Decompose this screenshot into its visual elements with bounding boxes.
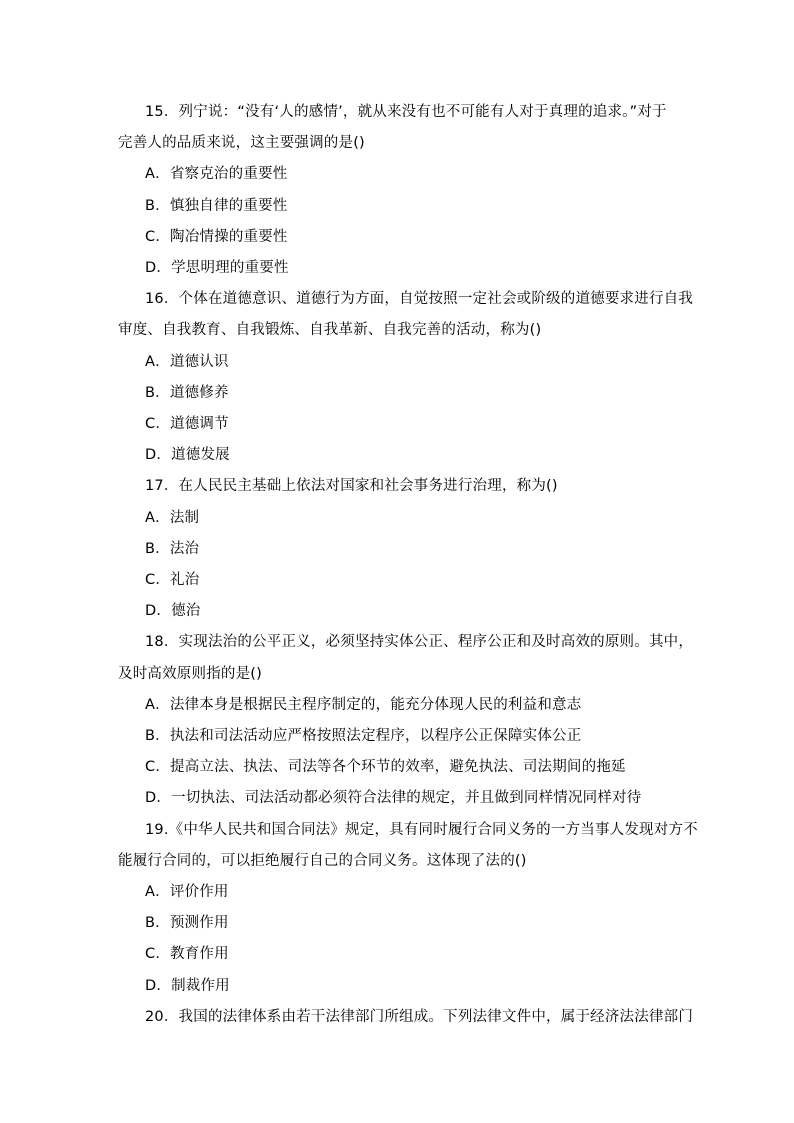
- answer-option: C．道德调节: [145, 416, 229, 432]
- answer-option: B．慎独自律的重要性: [145, 198, 288, 214]
- question-stem-continuation: 能履行合同的，可以拒绝履行自己的合同义务。这体现了法的(): [118, 853, 527, 869]
- answer-option: D．一切执法、司法活动都必须符合法律的规定，并且做到同样情况同样对待: [145, 790, 642, 806]
- answer-option: D．德治: [145, 603, 201, 619]
- question-stem: 18．实现法治的公平正义，必须坚持实体公正、程序公正和及时高效的原则。其中，: [145, 634, 694, 650]
- question-stem-continuation: 完善人的品质来说，这主要强调的是(): [118, 135, 365, 151]
- answer-option: B．执法和司法活动应严格按照法定程序，以程序公正保障实体公正: [145, 728, 582, 744]
- question-stem-continuation: 审度、自我教育、自我锻炼、自我革新、自我完善的活动，称为(): [118, 322, 542, 338]
- answer-option: C．礼治: [145, 572, 200, 588]
- answer-option: D．道德发展: [145, 447, 230, 463]
- answer-option: B．预测作用: [145, 915, 229, 931]
- answer-option: B．道德修养: [145, 385, 229, 401]
- answer-option: A．评价作用: [145, 884, 229, 900]
- answer-option: A．法律本身是根据民主程序制定的，能充分体现人民的利益和意志: [145, 697, 582, 713]
- question-stem-continuation: 及时高效原则指的是(): [118, 666, 263, 682]
- answer-option: C．陶冶情操的重要性: [145, 229, 288, 245]
- answer-option: B．法治: [145, 541, 200, 557]
- answer-option: A．法制: [145, 510, 200, 526]
- question-stem: 16．个体在道德意识、道德行为方面，自觉按照一定社会或阶级的道德要求进行自我: [145, 291, 694, 307]
- answer-option: D．制裁作用: [145, 978, 230, 994]
- question-stem: 15．列宁说：“没有‘人的感情’，就从来没有也不可能有人对于真理的追求。”对于: [145, 104, 667, 120]
- answer-option: C．教育作用: [145, 946, 229, 962]
- question-stem: 20．我国的法律体系由若干法律部门所组成。下列法律文件中，属于经济法法律部门: [145, 1009, 694, 1025]
- answer-option: A．省察克治的重要性: [145, 166, 288, 182]
- answer-option: C．提高立法、执法、司法等各个环节的效率，避免执法、司法期间的拖延: [145, 759, 626, 775]
- answer-option: D．学思明理的重要性: [145, 260, 289, 276]
- question-stem: 19.《中华人民共和国合同法》规定，具有同时履行合同义务的一方当事人发现对方不: [145, 822, 698, 838]
- answer-option: A．道德认识: [145, 354, 229, 370]
- question-stem: 17．在人民民主基础上依法对国家和社会事务进行治理，称为(): [145, 478, 558, 494]
